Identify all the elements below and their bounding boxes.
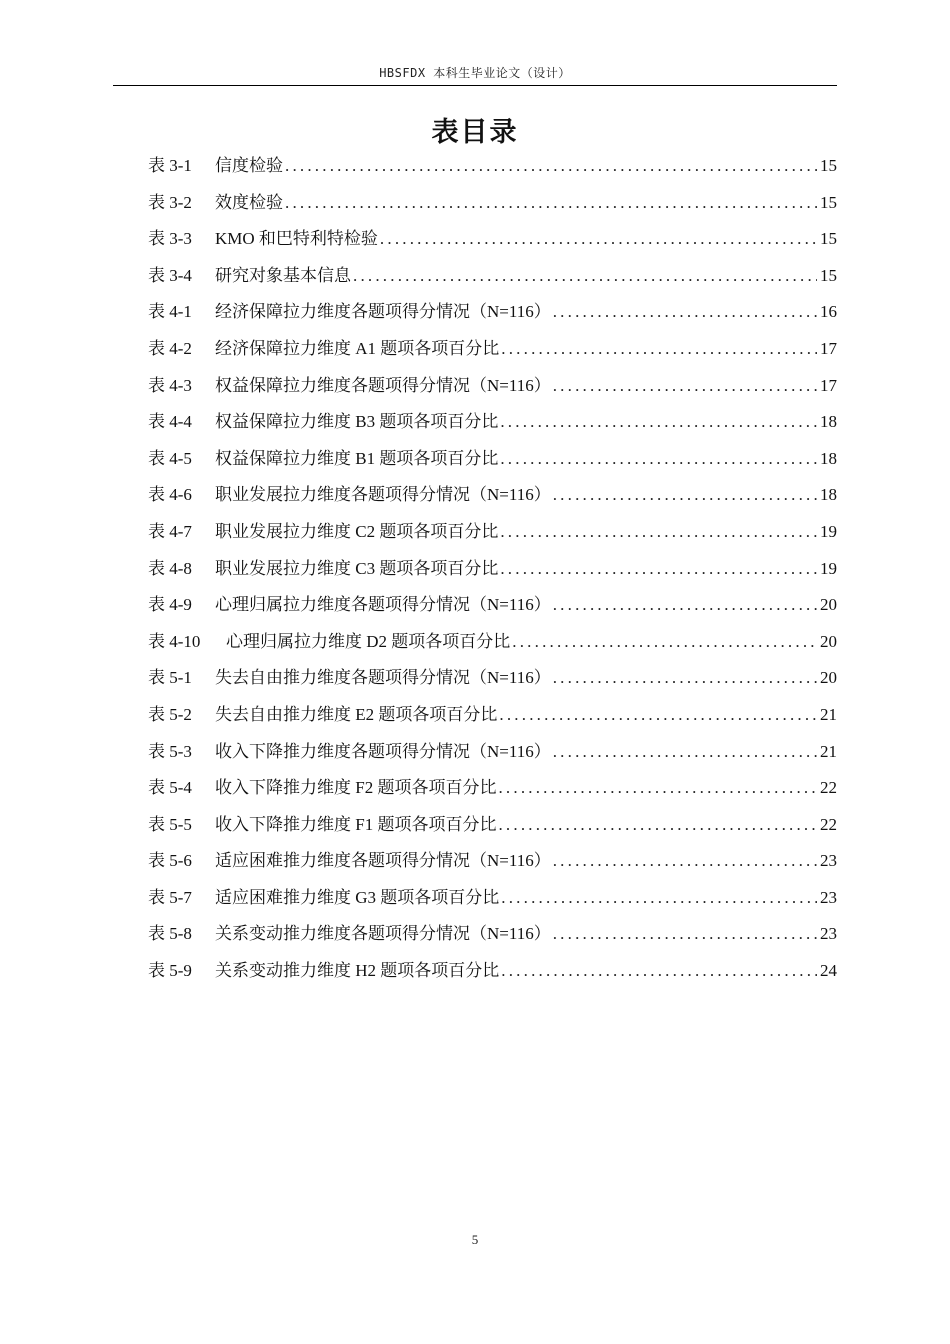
toc-entry-page: 23 <box>820 924 837 944</box>
toc-entry-title: 职业发展拉力维度各题项得分情况（N=116） <box>215 485 551 505</box>
toc-entry-page: 20 <box>820 595 837 615</box>
toc-entry-title: 适应困难推力维度 G3 题项各项百分比 <box>215 887 500 907</box>
toc-entry-title: 失去自由推力维度 E2 题项各项百分比 <box>215 704 498 724</box>
toc-entry[interactable] <box>148 664 837 701</box>
header-rule <box>113 85 837 86</box>
toc-entry[interactable] <box>148 957 837 994</box>
toc-dot-leader <box>500 408 817 436</box>
toc-entry-title: 心理归属拉力维度 D2 题项各项百分比 <box>226 631 511 651</box>
toc-entry-title: 经济保障拉力维度各题项得分情况（N=116） <box>215 302 551 322</box>
toc-dot-leader <box>553 372 817 400</box>
toc-entry[interactable] <box>148 811 837 848</box>
toc-entry-title: 权益保障拉力维度各题项得分情况（N=116） <box>215 375 551 395</box>
toc-dot-leader <box>553 481 817 509</box>
toc-entry[interactable] <box>148 774 837 811</box>
toc-entry-number: 表 3-1 <box>148 156 192 175</box>
toc-entry-number: 表 4-10 <box>148 631 201 651</box>
toc-entry-number: 表 5-9 <box>148 961 192 981</box>
toc-entry[interactable] <box>148 372 837 409</box>
toc-entry-number: 表 5-4 <box>148 778 192 798</box>
toc-entry-number: 表 4-8 <box>148 558 192 578</box>
toc-entry-title: 权益保障拉力维度 B1 题项各项百分比 <box>215 448 499 468</box>
toc-entry-page: 18 <box>820 485 837 505</box>
toc-entry[interactable] <box>148 591 837 628</box>
toc-entry[interactable] <box>148 335 837 372</box>
toc-entry-page: 15 <box>820 265 837 285</box>
toc-dot-leader <box>500 555 817 583</box>
toc-entry-number: 表 4-2 <box>148 338 192 358</box>
toc-dot-leader <box>500 518 817 546</box>
toc-entry-number: 表 3-3 <box>148 229 192 249</box>
toc-entry-title: 心理归属拉力维度各题项得分情况（N=116） <box>215 595 551 615</box>
toc-entry-page: 24 <box>820 961 837 981</box>
toc-entry-number: 表 5-6 <box>148 851 192 871</box>
toc-dot-leader <box>553 664 817 692</box>
toc-entry-page: 19 <box>820 521 837 541</box>
toc-dot-leader <box>553 591 817 619</box>
toc-entry[interactable] <box>148 847 837 884</box>
toc-dot-leader <box>500 445 817 473</box>
toc-dot-leader <box>553 847 817 875</box>
toc-entry-page: 18 <box>820 448 837 468</box>
toc-entry-page: 21 <box>820 704 837 724</box>
toc-dot-leader <box>498 774 817 802</box>
toc-entry-page: 18 <box>820 412 837 432</box>
toc-dot-leader <box>498 811 817 839</box>
toc-entry-title: 职业发展拉力维度 C2 题项各项百分比 <box>215 521 499 541</box>
toc-entry-number: 表 3-2 <box>148 192 192 212</box>
toc-entry[interactable] <box>148 298 837 335</box>
toc-dot-leader <box>553 920 817 948</box>
toc-entry-title: 收入下降推力维度各题项得分情况（N=116） <box>215 741 551 761</box>
toc-entry-title: 经济保障拉力维度 A1 题项各项百分比 <box>215 338 500 358</box>
running-header: HBSFDX 本科生毕业论文（设计） <box>379 66 571 80</box>
toc-entry-number: 表 4-1 <box>148 302 192 322</box>
toc-entry-title: 关系变动推力维度各题项得分情况（N=116） <box>215 924 551 944</box>
toc-entry-title: 效度检验 <box>215 192 283 212</box>
toc-entry-title: 研究对象基本信息 <box>215 265 351 285</box>
toc-dot-leader <box>285 189 817 217</box>
toc-entry-title: 信度检验 <box>215 156 283 175</box>
toc-entry-title: 失去自由推力维度各题项得分情况（N=116） <box>215 668 551 688</box>
toc-entry-title: 收入下降推力维度 F1 题项各项百分比 <box>215 814 497 834</box>
toc-entry-number: 表 5-3 <box>148 741 192 761</box>
toc-entry-page: 15 <box>820 156 837 175</box>
toc-entry-number: 表 5-7 <box>148 887 192 907</box>
toc-entry-page: 17 <box>820 375 837 395</box>
toc-entry-page: 16 <box>820 302 837 322</box>
toc-entry-title: KMO 和巴特利特检验 <box>215 229 378 249</box>
toc-entry-page: 17 <box>820 338 837 358</box>
toc-entry-page: 21 <box>820 741 837 761</box>
toc-entry[interactable] <box>148 555 837 592</box>
toc-entry-page: 15 <box>820 229 837 249</box>
table-of-tables <box>148 152 837 994</box>
toc-entry[interactable] <box>148 152 837 189</box>
toc-entry-page: 22 <box>820 778 837 798</box>
page-title: 表目录 <box>431 117 519 148</box>
toc-entry-number: 表 3-4 <box>148 265 192 285</box>
toc-entry[interactable] <box>148 628 837 665</box>
toc-dot-leader <box>499 701 817 729</box>
toc-entry-page: 19 <box>820 558 837 578</box>
toc-entry[interactable] <box>148 189 837 226</box>
toc-entry[interactable] <box>148 884 837 921</box>
toc-dot-leader <box>353 262 817 290</box>
toc-entry-number: 表 4-4 <box>148 412 192 432</box>
toc-entry-page: 20 <box>820 668 837 688</box>
toc-entry-page: 22 <box>820 814 837 834</box>
toc-entry[interactable] <box>148 225 837 262</box>
toc-entry-number: 表 4-9 <box>148 595 192 615</box>
toc-dot-leader <box>501 335 817 363</box>
toc-entry-number: 表 4-7 <box>148 521 192 541</box>
toc-entry-title: 权益保障拉力维度 B3 题项各项百分比 <box>215 412 499 432</box>
toc-entry-number: 表 4-5 <box>148 448 192 468</box>
toc-dot-leader <box>285 152 817 180</box>
toc-entry-title: 职业发展拉力维度 C3 题项各项百分比 <box>215 558 499 578</box>
toc-entry-number: 表 4-3 <box>148 375 192 395</box>
toc-entry-page: 15 <box>820 192 837 212</box>
toc-entry-title: 适应困难推力维度各题项得分情况（N=116） <box>215 851 551 871</box>
toc-entry[interactable] <box>148 701 837 738</box>
toc-entry-page: 20 <box>820 631 837 651</box>
toc-entry-page: 23 <box>820 851 837 871</box>
toc-dot-leader <box>501 884 817 912</box>
toc-dot-leader <box>512 628 817 656</box>
toc-entry[interactable] <box>148 408 837 445</box>
toc-entry-number: 表 4-6 <box>148 485 192 505</box>
toc-entry-number: 表 5-1 <box>148 668 192 688</box>
toc-dot-leader <box>501 957 817 985</box>
toc-entry[interactable] <box>148 920 837 957</box>
toc-entry[interactable] <box>148 481 837 518</box>
toc-entry-number: 表 5-2 <box>148 704 192 724</box>
toc-entry[interactable] <box>148 445 837 482</box>
toc-entry[interactable] <box>148 518 837 555</box>
toc-entry-number: 表 5-8 <box>148 924 192 944</box>
toc-entry-page: 23 <box>820 887 837 907</box>
toc-entry-title: 关系变动推力维度 H2 题项各项百分比 <box>215 961 500 981</box>
toc-dot-leader <box>380 225 817 253</box>
toc-entry[interactable] <box>148 262 837 299</box>
toc-entry-title: 收入下降推力维度 F2 题项各项百分比 <box>215 778 497 798</box>
toc-dot-leader <box>553 298 817 326</box>
toc-dot-leader <box>553 738 817 766</box>
toc-entry-number: 表 5-5 <box>148 814 192 834</box>
toc-entry[interactable] <box>148 738 837 775</box>
page-number: 5 <box>471 1232 479 1247</box>
